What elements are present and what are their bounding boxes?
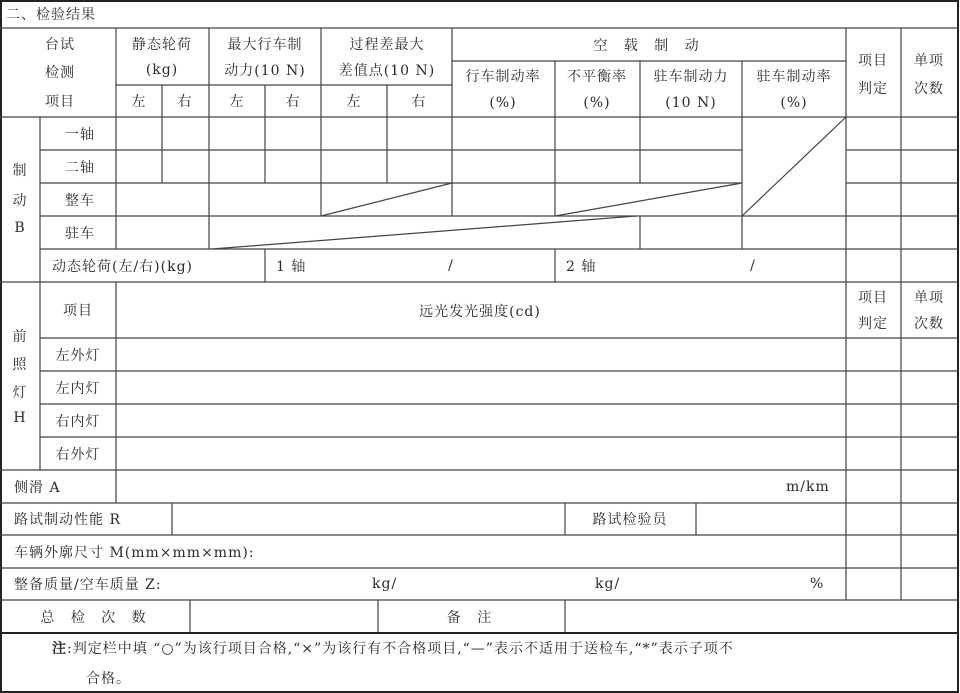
headlight-judgement: 判定	[858, 316, 888, 332]
headlight-intensity-header: 远光发光强度(cd)	[419, 304, 541, 320]
headlight-group-label: H	[13, 410, 27, 426]
headlight-count: 单项	[914, 290, 944, 306]
header-diff-unit: 差值点(10 N)	[338, 63, 436, 79]
total-count-label: 总 检 次 数	[40, 610, 152, 626]
header-judgement: 项目	[858, 53, 888, 69]
side-slip-unit: m/km	[786, 479, 830, 495]
header-diff: 过程差最大	[349, 37, 425, 53]
header-unloaded-brake: 空 载 制 动	[593, 38, 705, 54]
header-left: 左	[346, 94, 362, 110]
header-parking-force-unit: (10 N)	[665, 95, 717, 111]
headlight-group-label: 前	[12, 329, 28, 345]
axle1-label: 1 轴	[276, 259, 307, 275]
headlight-row-label: 左内灯	[55, 381, 101, 397]
note-line1	[52, 638, 734, 658]
note-prefix: 注	[52, 641, 67, 657]
brake-group-label: 动	[12, 193, 28, 209]
axle1-separator: /	[448, 258, 454, 274]
road-test-label: 路试制动性能 R	[14, 512, 121, 528]
headlight-row-label: 右外灯	[55, 447, 101, 463]
header-parking-rate-unit: (%)	[780, 95, 808, 111]
dimensions-label: 车辆外廓尺寸 M(mm×mm×mm):	[14, 545, 255, 561]
brake-group-label: B	[14, 220, 26, 236]
headlight-judgement: 项目	[858, 290, 888, 306]
header-count: 次数	[914, 81, 944, 97]
note-text: :判定栏中填 “○”为该行项目合格,“×”为该行有不合格项目,“—”表示不适用于送检车,“*”表示子项不	[67, 641, 734, 657]
dynamic-load-label: 动态轮荷(左/右)(kg)	[52, 259, 194, 275]
section-title: 二、检验结果	[6, 7, 96, 23]
axle2-label: 2 轴	[566, 259, 597, 275]
header-item-line2: 检测	[45, 65, 75, 81]
header-left: 左	[131, 94, 147, 110]
header-left: 左	[229, 94, 245, 110]
mass-unit-kg: kg/	[595, 576, 621, 592]
brake-row-label: 驻车	[65, 226, 95, 242]
headlight-group-label: 灯	[12, 385, 28, 401]
header-count: 单项	[914, 53, 944, 69]
mass-unit-percent: %	[810, 576, 825, 592]
header-imbalance-unit: (%)	[583, 95, 611, 111]
header-imbalance: 不平衡率	[567, 69, 627, 85]
mass-label: 整备质量/空车质量 Z:	[14, 577, 162, 593]
brake-row-label: 二轴	[65, 160, 95, 176]
header-parking-force: 驻车制动力	[653, 69, 729, 85]
header-right: 右	[285, 94, 301, 110]
header-max-brake: 最大行车制	[227, 37, 303, 53]
headlight-group-label: 照	[12, 357, 28, 373]
header-right: 右	[177, 94, 193, 110]
header-item-line1: 台试	[45, 37, 75, 53]
header-judgement: 判定	[858, 81, 888, 97]
header-static-load: 静态轮荷	[132, 37, 192, 53]
header-max-brake-unit: 动力(10 N)	[224, 63, 306, 79]
header-item-line3: 项目	[45, 94, 75, 110]
remarks-label: 备 注	[446, 610, 498, 626]
header-static-load-unit: (kg)	[145, 62, 179, 78]
mass-unit-kg: kg/	[372, 576, 398, 592]
axle2-separator: /	[750, 258, 756, 274]
note-line2: 合格。	[86, 671, 131, 687]
road-test-inspector-label: 路试检验员	[592, 512, 668, 528]
side-slip-label: 侧滑 A	[14, 480, 61, 496]
headlight-row-label: 左外灯	[55, 348, 101, 364]
headlight-item-header: 项目	[63, 303, 93, 319]
header-right: 右	[411, 94, 427, 110]
header-service-rate: 行车制动率	[465, 69, 541, 85]
headlight-count: 次数	[914, 316, 944, 332]
brake-row-label: 整车	[65, 193, 95, 209]
brake-group-label: 制	[12, 163, 28, 179]
headlight-row-label: 右内灯	[55, 414, 101, 430]
header-service-rate-unit: (%)	[489, 95, 517, 111]
brake-row-label: 一轴	[65, 127, 95, 143]
header-parking-rate: 驻车制动率	[756, 69, 832, 85]
